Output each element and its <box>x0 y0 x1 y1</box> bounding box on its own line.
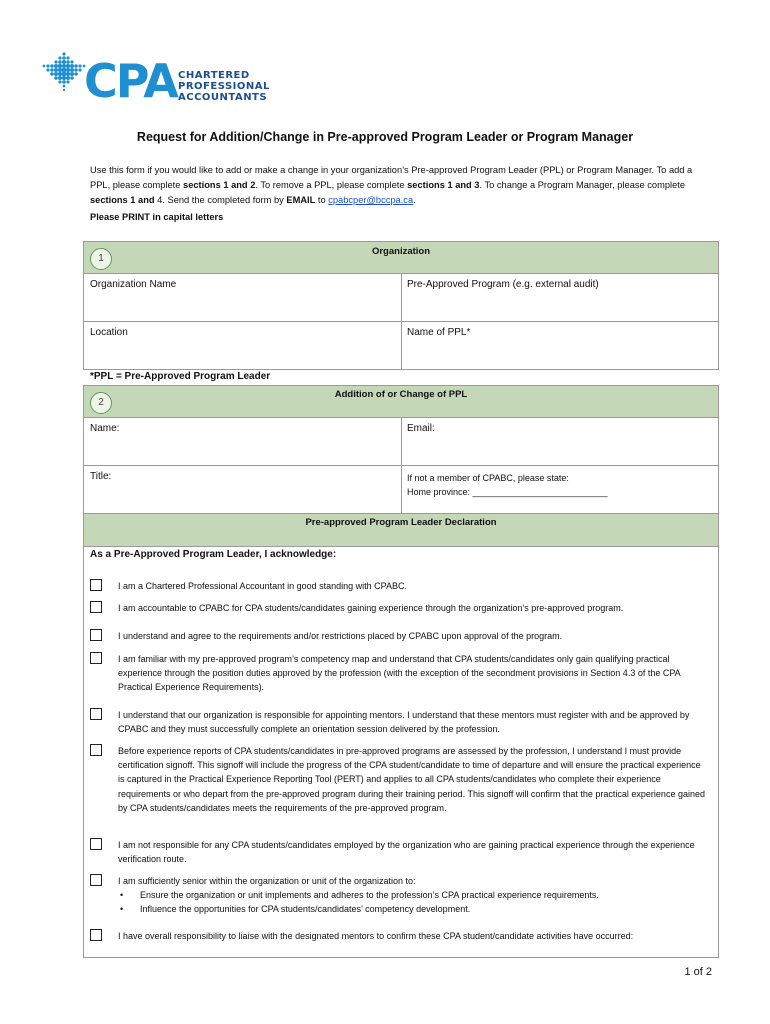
intro-text-6: . <box>413 195 416 205</box>
cpa-logo <box>40 48 270 120</box>
ppl-name-field[interactable]: Name of PPL* <box>401 322 718 369</box>
bullet-item: • Ensure the organization or unit implements and adheres to the profession’s CPA practical experience requirements. <box>118 888 706 902</box>
intro-text-2: . To remove a PPL, please complete <box>255 180 408 190</box>
section-1-number: 1 <box>90 248 112 270</box>
logo-line-1: CHARTERED <box>178 70 250 81</box>
acknowledge-heading: As a Pre-Approved Program Leader, I acknowledge: <box>90 549 337 560</box>
checkbox-5[interactable] <box>90 708 102 720</box>
section-2-table <box>83 385 719 514</box>
checkbox-3[interactable] <box>90 629 102 641</box>
checkbox-6[interactable] <box>90 744 102 756</box>
declaration-header: Pre-approved Program Leader Declaration <box>83 513 719 547</box>
intro-text-1: Use this form if you would like to add or make a change in your organization’s Pre-approved Program Leader (PPL) or Program Manager. To add a PPL, please complete <box>90 165 693 190</box>
section-2-row-1 <box>84 418 718 466</box>
name-field[interactable]: Name: <box>90 423 120 434</box>
section-2-number: 2 <box>90 392 112 414</box>
section-2-header <box>84 386 718 418</box>
intro-text-5: to <box>315 195 329 205</box>
intro-bold-2: sections 1 and 3 <box>407 180 480 190</box>
checkbox-8[interactable] <box>90 874 102 886</box>
declaration-text-3: I understand and agree to the requirements and/or restrictions placed by CPABC upon approval of the program. <box>118 631 563 641</box>
intro-bold-1: sections 1 and 2 <box>183 180 256 190</box>
print-note: Please PRINT in capital letters <box>90 212 224 222</box>
checkbox-1[interactable] <box>90 579 102 591</box>
form-title: Request for Addition/Change in Pre-approved Program Leader or Program Manager <box>136 130 634 144</box>
intro-bold-3: sections 1 and <box>90 195 155 205</box>
non-member-cell <box>401 466 718 513</box>
section-1-row-1 <box>84 274 718 322</box>
declaration-text-4: I am familiar with my pre-approved program’s competency map and understand that CPA students/candidates only gain qualifying practical experience through the position duties approved by the profession (with the exception of the secondment provisions in Section 4.3 of the CPA Practical Experience Requirements). <box>118 654 681 693</box>
checkbox-2[interactable] <box>90 601 102 613</box>
page-number: 1 of 2 <box>684 966 712 978</box>
section-2-row-2 <box>84 466 718 513</box>
intro-text-3: . To change a Program Manager, please complete <box>479 180 686 190</box>
logo-line-2: PROFESSIONAL <box>178 81 270 92</box>
section-1-title: Organization <box>371 246 431 257</box>
checkbox-7[interactable] <box>90 838 102 850</box>
title-field[interactable]: Title: <box>90 471 112 482</box>
email-link[interactable]: cpabcper@bccpa.ca <box>328 195 414 205</box>
section-1-header <box>84 242 718 274</box>
ppl-footnote: *PPL = Pre-Approved Program Leader <box>90 371 271 382</box>
intro-text-4: 4. Send the completed form by <box>154 195 287 205</box>
location-field[interactable]: Location <box>90 327 128 338</box>
email-field[interactable]: Email: <box>401 418 718 465</box>
home-province-field[interactable]: Home province: ___________________________ <box>407 487 608 497</box>
checkbox-4[interactable] <box>90 652 102 664</box>
declaration-text-8-intro: I am sufficiently senior within the organization or unit of the organization to: <box>118 876 416 886</box>
declaration-text-5: I understand that our organization is responsible for appointing mentors. I understand that these mentors must register with and be approved by CPABC and they must successfully complete an orientation session delivered by the profession. <box>118 710 690 735</box>
maple-leaf-dots-icon <box>40 50 88 110</box>
declaration-text-2: I am accountable to CPABC for CPA students/candidates gaining experience through the organization’s pre-approved program. <box>118 603 624 613</box>
section-1-table <box>83 241 719 370</box>
declaration-text-7: I am not responsible for any CPA students/candidates employed by the organization who are gaining practical experience through the experience verification route. <box>118 840 695 865</box>
not-member-label: If not a member of CPABC, please state: <box>407 473 569 483</box>
intro-paragraph <box>90 163 710 208</box>
logo-wordmark: CPA <box>84 54 177 108</box>
declaration-text-8 <box>118 874 706 917</box>
program-field[interactable]: Pre-Approved Program (e.g. external audit) <box>401 274 718 321</box>
logo-text <box>178 70 270 103</box>
declaration-text-1: I am a Chartered Professional Accountant in good standing with CPABC. <box>118 581 407 591</box>
org-name-field[interactable]: Organization Name <box>90 279 177 290</box>
intro-bold-4: EMAIL <box>286 195 316 205</box>
declaration-text-6: Before experience reports of CPA students/candidates in pre-approved programs are assessed by the profession, I understand I must provide certification signoff. This signoff will include the progress of the CPA student/candidate to time of departure and will ensure the practical experience is captured in the Practical Experience Reporting Tool (PERT) and applies to all CPA students/candidates who complete their experience requirements or who depart from the pre-approved program during their training period. This signoff will confirm that the practical experience gained by CPA students/candidates meets the requirements of the pre-approved program. <box>118 746 705 813</box>
declaration-text-9: I have overall responsibility to liaise with the designated mentors to confirm these CPA student/candidate activities have occurred: <box>118 931 634 941</box>
bullet-item: • Influence the opportunities for CPA students/candidates’ competency development. <box>118 902 706 916</box>
section-2-title: Addition of or Change of PPL <box>334 389 468 400</box>
section-1-row-2 <box>84 322 718 369</box>
logo-line-3: ACCOUNTANTS <box>178 92 268 103</box>
checkbox-9[interactable] <box>90 929 102 941</box>
